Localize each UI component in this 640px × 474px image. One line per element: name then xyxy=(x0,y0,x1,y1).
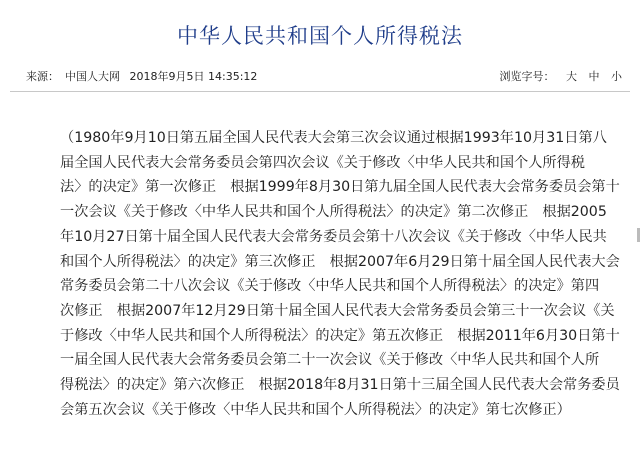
body-line: 一届全国人民代表大会常务委员会第二十一次会议《关于修改〈中华人民共和国个人所 xyxy=(60,352,600,369)
font-size-control xyxy=(500,64,623,90)
body-line: 法〉的决定》第一次修正 根据1999年8月30日第九届全国人民代表大会常务委员会第十 xyxy=(60,179,620,196)
body-line: 届全国人民代表大会常务委员会第四次会议《关于修改〈中华人民共和国个人所得税 xyxy=(60,154,585,171)
font-size-medium-button[interactable]: 中 xyxy=(588,70,600,83)
body-line: 年10月27日第十届全国人民代表大会常务委员会第十八次会议《关于修改〈中华人民共 xyxy=(60,228,607,245)
body-line: （1980年9月10日第五届全国人民代表大会第三次会议通过根据1993年10月31日第八 xyxy=(60,130,607,146)
article-body xyxy=(60,126,620,422)
body-line: 常务委员会第二十八次会议《关于修改〈中华人民共和国个人所得税法〉的决定》第四 xyxy=(60,278,600,295)
source-name: 中国人大网 xyxy=(65,70,120,83)
font-size-small-button[interactable]: 小 xyxy=(611,70,622,83)
article-meta-bar xyxy=(10,64,630,90)
body-line: 和国个人所得税法〉的决定》第三次修正 根据2007年6月29日第十届全国人民代表大会 xyxy=(60,253,620,270)
body-line: 次修正 根据2007年12月29日第十届全国人民代表大会常务委员会第三十一次会议《关 xyxy=(60,302,615,319)
body-line: 一次会议《关于修改〈中华人民共和国个人所得税法〉的决定》第二次修正 根据2005 xyxy=(60,204,607,221)
body-line: 得税法〉的决定》第六次修正 根据2018年8月31日第十三届全国人民代表大会常务委员 xyxy=(60,377,620,394)
font-size-label: 浏览字号： xyxy=(499,70,555,83)
font-size-large-button[interactable]: 大 xyxy=(566,70,577,83)
publish-datetime: 2018年9月5日 14:35:12 xyxy=(129,70,258,83)
header-divider xyxy=(10,91,630,92)
body-line: 会第五次会议《关于修改〈中华人民共和国个人所得税法〉的决定》第七次修正） xyxy=(60,401,571,418)
body-line: 于修改〈中华人民共和国个人所得税法〉的决定》第五次修正 根据2011年6月30日第十 xyxy=(60,327,620,344)
source-info xyxy=(26,64,263,90)
source-label: 来源： xyxy=(26,70,59,83)
page-title: 中华人民共和国个人所得税法 xyxy=(177,24,463,48)
